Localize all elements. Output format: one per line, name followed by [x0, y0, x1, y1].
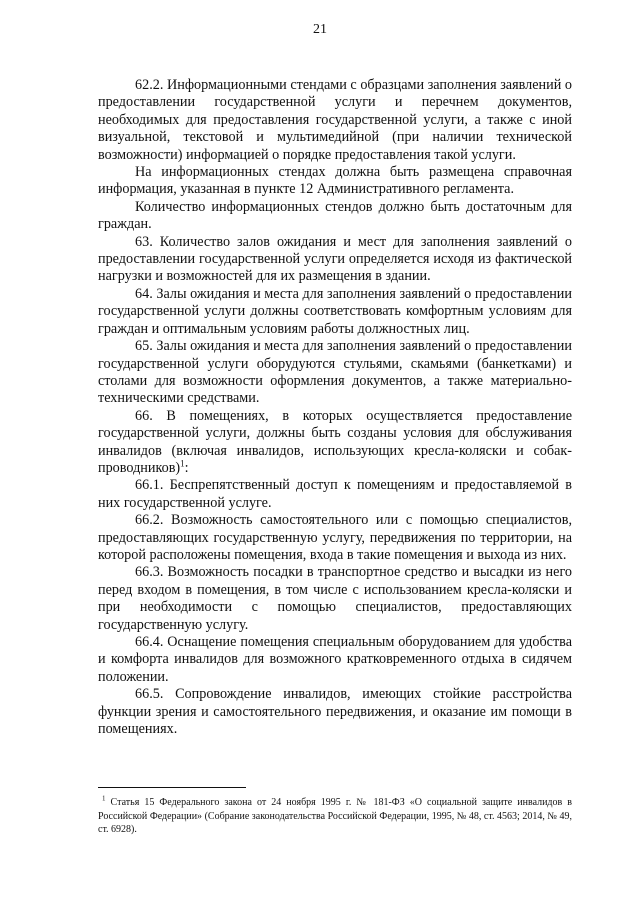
paragraph-62-2: 62.2. Информационными стендами с образцами заполнения заявлений о предоставлении государственной услуги и перечнем документов, необходимых для предоставления государственной услуги, а также с иной визуальной, текстовой и мультимедийной (при наличии технической возможности) информацией о порядке предоставления такой услуги. [98, 77, 572, 163]
paragraph-63: 63. Количество залов ожидания и мест для заполнения заявлений о предоставлении государственной услуги определяется исходя из фактической нагрузки и возможностей для их размещения в здании. [98, 233, 572, 285]
footnote-reference: 1 [180, 458, 185, 469]
paragraph-66-5: 66.5. Сопровождение инвалидов, имеющих стойкие расстройства функции зрения и самостоятельного передвижения, и оказание им помощи в помещениях. [98, 686, 572, 738]
paragraph-66-1: 66.1. Беспрепятственный доступ к помещениям и предоставляемой в них государственной услуге. [98, 477, 572, 511]
paragraph-stands-count: Количество информационных стендов должно быть достаточным для граждан. [98, 198, 572, 233]
paragraph-info-stands: На информационных стендах должна быть размещена справочная информация, указанная в пункте 12 Административного регламента. [98, 164, 572, 198]
footnote-text: Статья 15 Федерального закона от 24 ноября 1995 г. № 181-ФЗ «О социальной защите инвалидов в Российской Федерации» (Собрание законодательства Российской Федерации, 1995, № 48, ст. 4563; 2014, № 49, ст. 6928). [98, 797, 573, 836]
page-number: 21 [313, 22, 327, 37]
paragraph-66-3: 66.3. Возможность посадки в транспортное средство и высадки из него перед входом в помещения, в том числе с использованием кресла-коляски и при необходимости с помощью специалистов, предоставляющих государственную услугу. [98, 564, 572, 633]
footnote-divider [98, 787, 246, 788]
paragraph-64: 64. Залы ожидания и места для заполнения заявлений о предоставлении государственной услуги должны соответствовать комфортным условиям для граждан и оптимальным условиям работы должностных лиц. [98, 285, 572, 337]
paragraph-66-2: 66.2. Возможность самостоятельного или с помощью специалистов, предоставляющих государственную услугу, передвижения по территории, на которой расположены помещения, входа в такие помещения и выхода из них. [98, 512, 572, 563]
paragraph-66-text: 66. В помещениях, в которых осуществляется предоставление государственной услуги, должны быть созданы условия для обслуживания инвалидов (включая инвалидов, использующих кресла-коляски и собак-проводников) [98, 407, 572, 476]
paragraph-66 [98, 408, 572, 478]
paragraph-66-4: 66.4. Оснащение помещения специальным оборудованием для удобства и комфорта инвалидов для возможного кратковременного отдыха в сидячем положении. [98, 634, 572, 685]
paragraph-65: 65. Залы ожидания и места для заполнения заявлений о предоставлении государственной услуги оборудуются стульями, скамьями (банкетками) и столами для возможности оформления документов, а также материально-техническими средствами. [98, 338, 572, 407]
footnote [98, 796, 572, 837]
footnote-marker: 1 [102, 794, 106, 803]
document-body [98, 77, 572, 738]
paragraph-66-colon: : [184, 459, 189, 476]
